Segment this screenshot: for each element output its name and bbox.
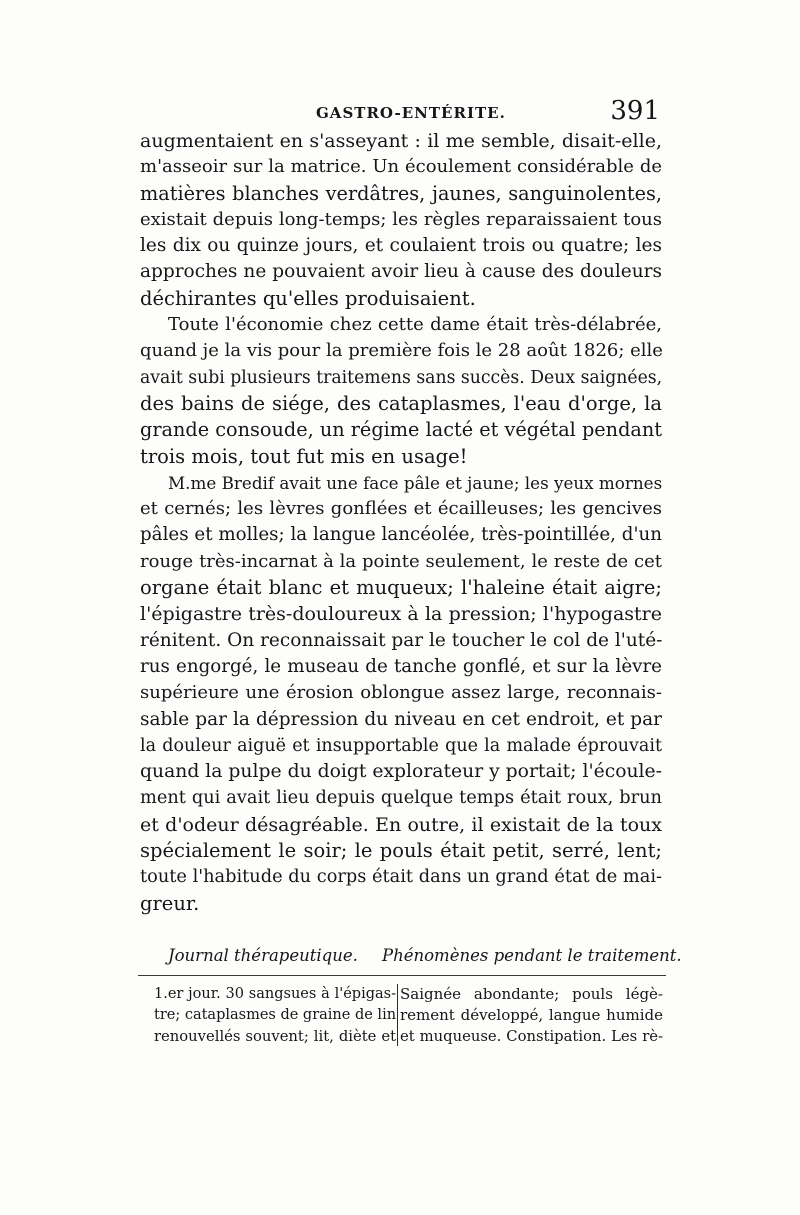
text-line: existait depuis long-temps; les règles reparaissaient tous: [140, 208, 662, 230]
text-line: quand je la vis pour la première fois le 28 août 1826; elle: [140, 340, 663, 362]
table-line: renouvellés souvent; lit, diète et: [154, 1028, 396, 1045]
text-line: ment qui avait lieu depuis quelque temps était roux, brun: [140, 788, 662, 809]
text-line: Toute l'économie chez cette dame était très-délabrée,: [168, 314, 662, 336]
table-column-left: [154, 984, 396, 1047]
text-line: la douleur aiguë et insupportable que la malade éprouvait: [140, 735, 662, 756]
text-line: des bains de siége, des cataplasmes, l'eau d'orge, la: [140, 391, 662, 415]
running-title: GASTRO-ENTÉRITE.: [316, 104, 506, 122]
text-line: avait subi plusieurs traitemens sans succès. Deux saignées,: [140, 367, 663, 388]
text-line: matières blanches verdâtres, jaunes, sanguinolentes,: [140, 181, 662, 205]
table-line: tre; cataplasmes de graine de lin: [154, 1007, 397, 1023]
text-line: quand la pulpe du doigt explorateur y portait; l'écoule-: [140, 761, 662, 783]
table-line: Saignée abondante; pouls légè-: [400, 985, 663, 1003]
running-head: [140, 98, 660, 128]
text-line: et cernés; les lèvres gonflées et écailleuses; les gencives: [140, 498, 662, 520]
text-line: toute l'habitude du corps était dans un grand état de mai-: [140, 867, 662, 888]
text-line: rénitent. On reconnaissait par le toucher le col de l'uté-: [140, 629, 663, 651]
table-headings: [140, 946, 682, 974]
text-line: déchirantes qu'elles produisaient.: [140, 286, 476, 310]
table-line: rement développé, langue humide: [400, 1006, 663, 1024]
text-line: m'asseoir sur la matrice. Un écoulement considérable de: [140, 156, 662, 178]
text-line: grande consoude, un régime lacté et végétal pendant: [140, 418, 662, 442]
text-line: et d'odeur désagréable. En outre, il existait de la toux: [140, 813, 662, 836]
text-line: l'épigastre très-douloureux à la pression; l'hypogastre: [140, 603, 662, 626]
text-line: supérieure une érosion oblongue assez large, reconnais-: [140, 682, 662, 704]
table-rule: [138, 975, 666, 976]
text-line: organe était blanc et muqueux; l'haleine était aigre;: [140, 576, 662, 600]
table-heading-therapeutic-journal: Journal thérapeutique.: [168, 946, 358, 965]
text-line: approches ne pouvaient avoir lieu à cause des douleurs: [140, 261, 662, 283]
body-text: [140, 128, 662, 917]
table-heading-phenomena: Phénomènes pendant le traitement.: [382, 946, 682, 965]
text-line: pâles et molles; la langue lancéolée, très-pointillée, d'un: [140, 524, 662, 546]
table-line: et muqueuse. Constipation. Les rè-: [400, 1028, 663, 1045]
text-line: spécialement le soir; le pouls était petit, serré, lent;: [140, 839, 662, 863]
text-line: M.me Bredif avait une face pâle et jaune; les yeux mornes: [168, 472, 663, 493]
column-divider: [397, 984, 398, 1046]
table-column-right: [400, 984, 663, 1047]
text-line: les dix ou quinze jours, et coulaient trois ou quatre; les: [140, 235, 662, 257]
text-line: greur.: [140, 891, 200, 915]
text-line: rus engorgé, le museau de tanche gonflé, et sur la lèvre: [140, 655, 662, 677]
page-number: 391: [610, 96, 660, 126]
table-line: 1.er jour. 30 sangsues à l'épigas-: [154, 986, 396, 1002]
text-line: rouge très-incarnat à la pointe seulement, le reste de cet: [140, 550, 662, 572]
text-line: augmentaient en s'asseyant : il me semble, disait-elle,: [140, 130, 662, 152]
text-line: sable par la dépression du niveau en cet endroit, et par: [140, 708, 662, 730]
text-line: trois mois, tout fut mis en usage!: [140, 444, 468, 468]
